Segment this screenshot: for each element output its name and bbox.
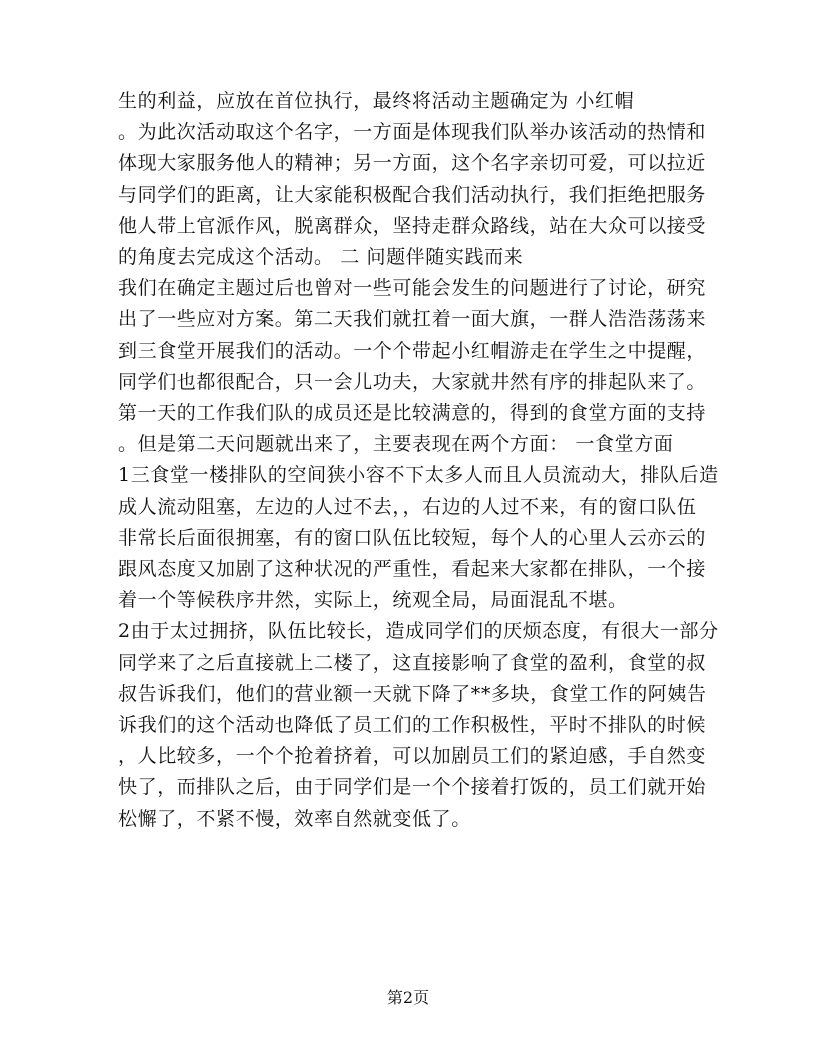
text-line: 同学来了之后直接就上二楼了，这直接影响了食堂的盈利，食堂的叔	[118, 651, 707, 674]
text-line: 体现大家服务他人的精神；另一方面，这个名字亲切可爱，可以拉近	[118, 152, 707, 175]
text-line: 我们在确定主题过后也曾对一些可能会发生的问题进行了讨论，研究	[118, 277, 707, 300]
text-line: 成人流动阻塞，左边的人过不去，，右边的人过不来，有的窗口队伍	[118, 495, 697, 518]
text-line: 跟风态度又加剧了这种状况的严重性，看起来大家都在排队，一个接	[118, 558, 707, 581]
text-line: 同学们也都很配合，只一会儿功夫，大家就井然有序的排起队来了。	[118, 370, 707, 393]
text-line: ，人比较多，一个个抢着挤着，可以加剧员工们的紧迫感，手自然变	[118, 745, 707, 768]
text-line: 诉我们的这个活动也降低了员工们的工作积极性，平时不排队的时候	[118, 714, 707, 737]
text-line: 非常长后面很拥塞，有的窗口队伍比较短，每个人的心里人云亦云的	[118, 526, 707, 549]
text-line: 松懈了，不紧不慢，效率自然就变低了。	[118, 807, 471, 830]
text-line: 叔告诉我们，他们的营业额一天就下降了**多块，食堂工作的阿姨告	[118, 682, 707, 705]
text-line: 1三食堂一楼排队的空间狭小容不下太多人而且人员流动大，排队后造	[118, 464, 719, 487]
text-line: 与同学们的距离，让大家能积极配合我们活动执行，我们拒绝把服务	[118, 183, 707, 206]
text-line: 出了一些应对方案。第二天我们就扛着一面大旗，一群人浩浩荡荡来	[118, 308, 707, 331]
text-line: 生的利益，应放在首位执行，最终将活动主题确定为 小红帽	[118, 90, 635, 112]
text-line: 第一天的工作我们队的成员还是比较满意的，得到的食堂方面的支持	[118, 402, 707, 425]
text-line: 。但是第二天问题就出来了，主要表现在两个方面： 一食堂方面	[118, 433, 674, 456]
text-line: 2由于太过拥挤，队伍比较长，造成同学们的厌烦态度，有很大一部分	[118, 620, 719, 643]
body-text	[118, 86, 719, 835]
page-number: 第2页	[386, 988, 430, 1007]
text-line: 到三食堂开展我们的活动。一个个带起小红帽游走在学生之中提醒，	[118, 339, 707, 362]
text-line: 着一个等候秩序井然，实际上，统观全局，局面混乱不堪。	[118, 589, 628, 612]
text-line: 的角度去完成这个活动。 二 问题伴随实践而来	[118, 246, 524, 269]
text-line: 快了，而排队之后，由于同学们是一个个接着打饭的，员工们就开始	[118, 776, 707, 799]
text-line: 他人带上官派作风，脱离群众，坚持走群众路线，站在大众可以接受	[118, 214, 707, 237]
text-line: 。为此次活动取这个名字，一方面是体现我们队举办该活动的热情和	[118, 121, 707, 144]
